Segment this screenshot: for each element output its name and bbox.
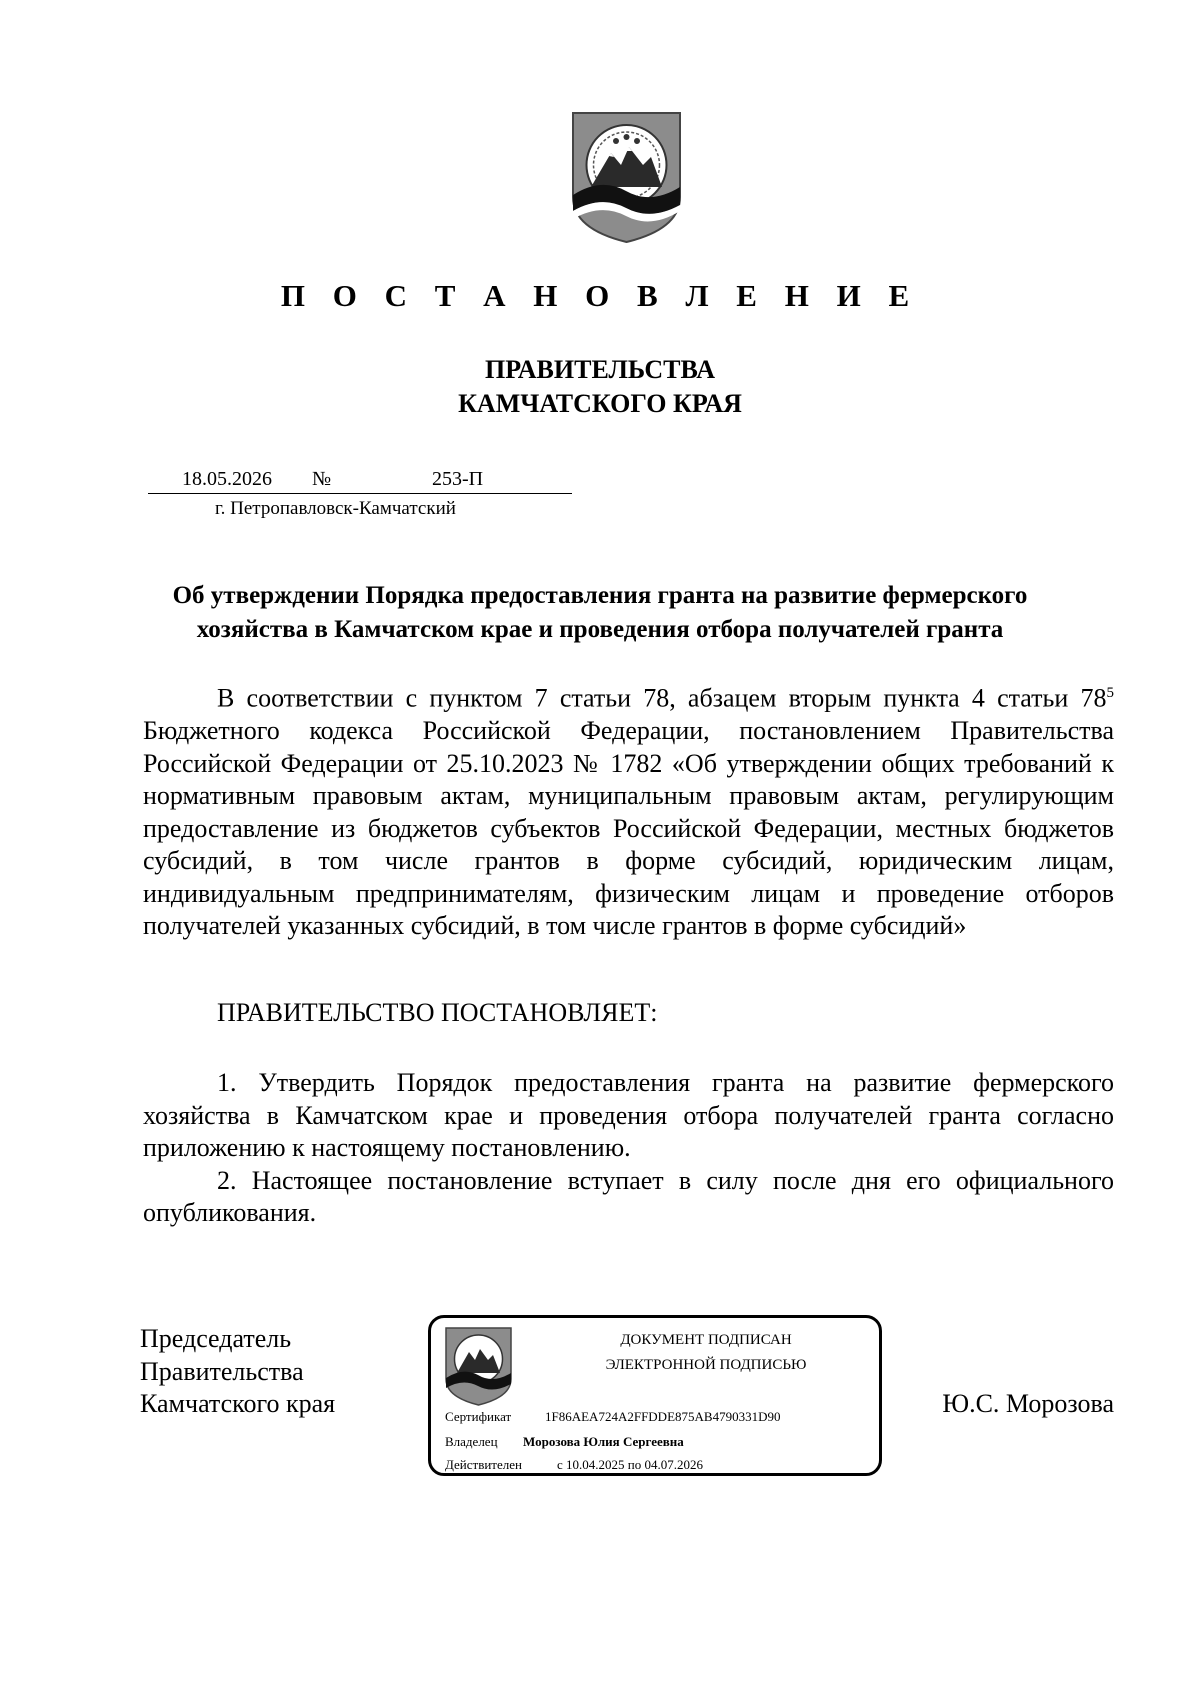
stamp-emblem-icon xyxy=(445,1327,512,1406)
heading-line-1: Об утверждении Порядка предоставления гранта на развитие фермерского xyxy=(172,582,1028,609)
certificate-value: 1F86AEA724A2FFDDE875AB4790331D90 xyxy=(545,1409,781,1424)
number-sign: № xyxy=(312,468,332,490)
stamp-validity-row xyxy=(445,1457,703,1473)
stamp-header xyxy=(541,1328,871,1378)
electronic-signature-stamp xyxy=(428,1315,882,1476)
item-1: 1. Утвердить Порядок предоставления гранта на развитие фермерского хозяйства в Камчатском крае и проведения отбора получателей гранта согласно приложению к настоящему постановлению. xyxy=(143,1068,1114,1162)
intro-paragraph-block xyxy=(143,677,1114,943)
resolves-heading: ПРАВИТЕЛЬСТВО ПОСТАНОВЛЯЕТ: xyxy=(217,998,658,1027)
issuer-line-1: ПРАВИТЕЛЬСТВА xyxy=(485,355,715,384)
heading-line-2: хозяйства в Камчатском крае и проведения отбора получателей гранта xyxy=(196,616,1004,643)
intro-paragraph xyxy=(143,677,1114,943)
issuer-line-2: КАМЧАТСКОГО КРАЯ xyxy=(458,389,742,418)
intro-text-part-2: Бюджетного кодекса Российской Федерации, постановлением Правительства Российской Федерации от 25.10.2023 № 1782 «Об утверждении общих требований к нормативным правовым актам, муниципальным правовым актам, регулирующим предоставление из бюджетов субъектов Российской Федерации, местных бюджетов субсидий, в том числе грантов в форме субсидий, юридическим лицам, индивидуальным предпринимателям, физическим лицам и проведение отборов получателей указанных субсидий, в том числе грантов в форме субсидий» xyxy=(143,716,1114,941)
validity-label: Действителен xyxy=(445,1457,522,1472)
stamp-header-line-1: ДОКУМЕНТ ПОДПИСАН xyxy=(620,1332,792,1348)
validity-value: с 10.04.2025 по 04.07.2026 xyxy=(557,1457,703,1472)
issuer-title xyxy=(0,353,1200,421)
document-number: 253-П xyxy=(432,468,484,490)
city-name: г. Петропавловск-Камчатский xyxy=(215,498,456,519)
position-line-3: Камчатского края xyxy=(140,1389,336,1418)
stamp-owner-row xyxy=(445,1434,684,1450)
intro-superscript: 5 xyxy=(1106,685,1114,701)
stamp-header-line-2: ЭЛЕКТРОННОЙ ПОДПИСЬЮ xyxy=(605,1357,807,1373)
intro-text-part-1: В соответствии с пунктом 7 статьи 78, абзацем вторым пункта 4 статьи 78 xyxy=(217,683,1107,713)
date-number-line xyxy=(148,467,572,494)
document-date: 18.05.2026 xyxy=(182,468,272,490)
owner-label: Владелец xyxy=(445,1434,498,1449)
signatory-name: Ю.С. Морозова xyxy=(942,1389,1114,1418)
document-type-title: П О С Т А Н О В Л Е Н И Е xyxy=(280,278,920,313)
item-2: 2. Настоящее постановление вступает в силу после дня его официального опубликования. xyxy=(143,1165,1114,1227)
stamp-certificate-row xyxy=(445,1409,780,1425)
signatory-position xyxy=(140,1323,335,1421)
position-line-2: Правительства xyxy=(140,1356,304,1386)
certificate-label: Сертификат xyxy=(445,1409,512,1424)
owner-value: Морозова Юлия Сергеевна xyxy=(523,1434,684,1449)
items-block xyxy=(143,1067,1114,1230)
document-heading xyxy=(0,579,1200,647)
coat-of-arms-icon xyxy=(571,111,682,244)
position-line-1: Председатель xyxy=(140,1324,292,1353)
